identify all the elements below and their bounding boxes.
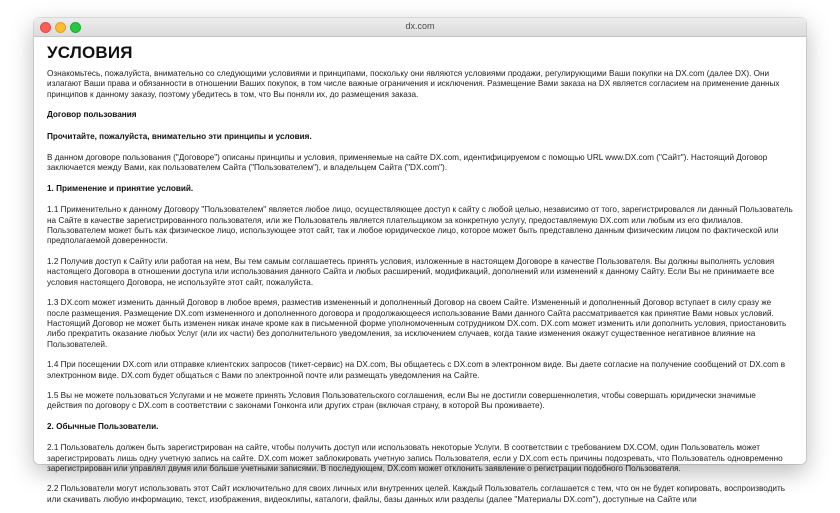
clause-1-4: 1.4 При посещении DX.com или отправке клиентских запросов (тикет-сервис) на DX.com, Вы общаетесь с DX.com в электронном виде. Вы даете согласие на получение сообщений от DX.com в электронном виде. DX.com будет общаться с Вами по электронной почте или размещать уведомления на Сайте. (47, 360, 786, 380)
title-bar (34, 18, 806, 37)
agreement-heading: Договор пользования (47, 110, 137, 120)
agreement-intro-paragraph: В данном договоре пользования ("Договоре") описаны принципы и условия, применяемые на сайте DX.com, идентифицируемом с помощью URL www.DX.com ("Сайт"). Настоящий Договор заключается между Вами, как пользователем Сайта ("Пользователем"), и владельцем Сайта ("DX.com"). (47, 153, 768, 173)
page-content (34, 43, 806, 505)
intro-paragraph: Ознакомьтесь, пожалуйста, внимательно со следующими условиями и принципами, поскольку они являются условиями продажи, регулирующими Ваши покупки на DX.com (далее DX). Они излагают Ваши права и обязанности в отношении Ваших покупок, в том числе важные ограничения и исключения. Размещение Вами заказа на DX является согласием на применение данных принципов к данному заказу, поэтому убедитесь в том, что Вы поняли их, до размещения заказа. (47, 69, 780, 99)
browser-window (34, 18, 806, 504)
section-2-heading: 2. Обычные Пользователи. (47, 421, 159, 431)
clause-2-2: 2.2 Пользователи могут использовать этот Сайт исключительно для своих личных или внутренних целей. Каждый Пользователь соглашается с тем, что он не будет копировать, воспроизводить или скачивать любую информацию, текст, изображения, видеоклипы, каталоги, файлы, базы данных или разделы (далее "Материалы DX.com"), доступные на Сайте или (47, 484, 785, 504)
page-title: УСЛОВИЯ (47, 43, 133, 62)
read-heading: Прочитайте, пожалуйста, внимательно эти принципы и условия. (47, 131, 312, 141)
clause-1-3: 1.3 DX.com может изменить данный Договор в любое время, разместив измененный и дополненный Договор на своем Сайте. Измененный и дополненный Договор вступает в силу сразу же после размещения. Размещение DX.com измененного и дополненного договора и продолжающееся использование Вами данного Сайта рассматривается как принятие Вами новых условий. Настоящий Договор не может быть изменен никак иначе кроме как в письменной форме уполномоченным сотрудником DX.com. DX.com может изменить или дополнить условия, приостановить либо прекратить оказание любых Услуг (или их части) без дополнительного уведомления, за исключением случаев, когда такие изменения окажут существенное негативное влияние на Пользователей. (47, 298, 787, 349)
window-title: dx.com (405, 21, 435, 31)
clause-1-5: 1.5 Вы не можете пользоваться Услугами и не можете принять Условия Пользовательского соглашения, если Вы не достигли совершеннолетия, чтобы совершать юридически значимые действия по договору с DX.com в соответствии с законами Гонконга или других стран (включая страну, в которой Вы проживаете). (47, 390, 756, 411)
clause-1-1: 1.1 Применительно к данному Договору "Пользователем" является любое лицо, осуществляющее доступ к сайту с любой целью, независимо от того, зарегистрировался ли данный Пользователь на Сайте в качестве зарегистрированного пользователя, или же Пользователь является плательщиком за конкретную услугу, предоставляемую DX.com или любым из его филиалов. Пользователем может быть как физическое лицо, использующее этот сайт, так и любое юридическое лицо, которое может быть представлено данным физическим лицом по фактической или предполагаемой доверенности. (47, 205, 793, 246)
section-1-heading: 1. Применение и принятие условий. (47, 183, 194, 193)
clause-2-1: 2.1 Пользователь должен быть зарегистрирован на сайте, чтобы получить доступ или использовать некоторые Услуги. В соответствии с требованием DX.COM, один Пользователь может зарегистрировать лишь одну учетную запись на сайте. DX.com может заблокировать учетную запись Пользователя, если у DX.com есть причины подозревать, что Пользователь одновременно зарегистрирован или управлял двумя или больше учетными записями. В последующем, DX.com может отклонить заявление о регистрации подобного Пользователя. (47, 443, 783, 473)
clause-1-2: 1.2 Получив доступ к Сайту или работая на нем, Вы тем самым соглашаетесь принять условия, изложенные в настоящем Договоре в качестве Пользователя. Вы должны выполнять условия настоящего Договора в отношении доступа или использования данного Сайта и любых расширений, модификаций, дополнений или изменений к данному Сайту. Если Вы не принимаете все условия настоящего Договора, не используйте этот сайт, пожалуйста. (47, 256, 775, 287)
